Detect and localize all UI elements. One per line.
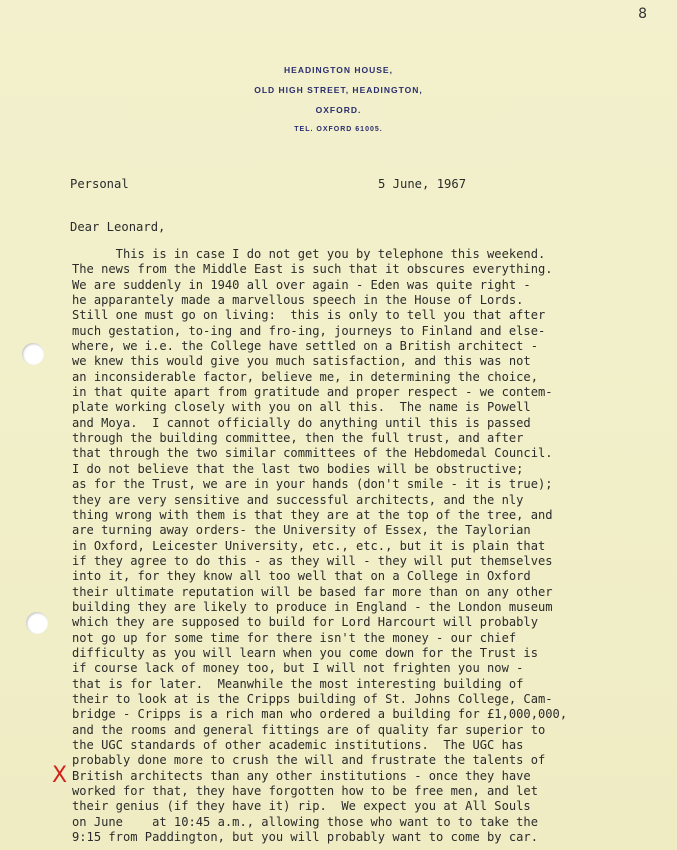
body-line: We are suddenly in 1940 all over again - Eden was quite right - [72,277,531,292]
body-line: their to look at is the Cripps building of St. Johns College, Cam- [72,691,553,706]
body-line: plate working closely with you on all this. The name is Powell [72,400,531,415]
letterhead-tel: TEL. OXFORD 61005. [294,126,383,133]
body-line: they are very sensitive and successful architects, and the nly [72,492,524,507]
letter-body [72,247,567,845]
body-line: and the rooms and general fittings are of quality far superior to [72,722,546,737]
salutation: Dear Leonard, [70,220,166,234]
body-line: into it, for they know all too well that on a College in Oxford [72,569,531,584]
body-line: not go up for some time for there isn't the money - our chief [72,630,517,645]
body-line: worked for that, they have forgotten how to be free men, and let [72,784,538,799]
body-line: probably done more to crush the will and frustrate the talents of [72,753,546,768]
body-line: in Oxford, Leicester University, etc., etc., but it is plain that [72,538,546,553]
letterhead [0,60,677,140]
body-line: if course lack of money too, but I will not frighten you now - [72,661,524,676]
body-line: and Moya. I cannot officially do anything until this is passed [72,415,531,430]
body-line: where, we i.e. the College have settled on a British architect - [72,339,538,354]
body-line: The news from the Middle East is such that it obscures everything. [72,262,553,277]
margin-x-mark: X [52,763,68,788]
body-line: that is for later. Meanwhile the most interesting building of [72,676,524,691]
body-line: on June at 10:45 a.m., allowing those who want to to take the [72,814,538,829]
body-line: that through the two similar committees of the Hebdomedal Council. [72,446,553,461]
body-line: difficulty as you will learn when you come down for the Trust is [72,645,538,660]
body-line: in that quite apart from gratitude and proper respect - we contem- [72,385,553,400]
body-line: thing wrong with them is that they are at the top of the tree, and [72,507,553,522]
body-line: we knew this would give you much satisfaction, and this was not [72,354,531,369]
classification-label: Personal [70,177,129,191]
body-line: British architects than any other institutions - once they have [72,768,531,783]
body-line: bridge - Cripps is a rich man who ordered a building for £1,000,000, [72,707,568,722]
body-line: their ultimate reputation will be based far more than on any other [72,584,553,599]
body-line: Still one must go on living: this is only to tell you that after [72,308,546,323]
body-line: 9:15 from Paddington, but you will probably want to come by car. [72,830,538,845]
body-line: I do not believe that the last two bodies will be obstructive; [72,461,524,476]
punch-hole [22,343,44,365]
letterhead-street: OLD HIGH STREET, HEADINGTON, [254,85,423,95]
body-line: through the building committee, then the full trust, and after [72,431,524,446]
body-line: are turning away orders- the University of Essex, the Taylorian [72,523,531,538]
body-line: their genius (if they have it) rip. We expect you at All Souls [72,799,531,814]
body-line: if they agree to do this - as they will - they will put themselves [72,553,553,568]
body-line: as for the Trust, we are in your hands (don't smile - it is true); [72,477,553,492]
page-number: 8 [638,6,647,22]
body-line: an inconsiderable factor, believe me, in determining the choice, [72,369,538,384]
body-line: This is in case I do not get you by telephone this weekend. [72,247,546,261]
letter-date: 5 June, 1967 [378,177,467,191]
body-line: which they are supposed to build for Lord Harcourt will probably [72,615,538,630]
body-line: he apparantely made a marvellous speech in the House of Lords. [72,293,524,308]
body-line: the UGC standards of other academic institutions. The UGC has [72,738,524,752]
letterhead-city: OXFORD. [315,105,362,115]
body-line: much gestation, to-ing and fro-ing, journeys to Finland and else- [72,323,546,338]
body-line: building they are likely to produce in England - the London museum [72,599,553,614]
punch-hole [26,612,48,634]
letterhead-name: HEADINGTON HOUSE, [284,65,393,75]
